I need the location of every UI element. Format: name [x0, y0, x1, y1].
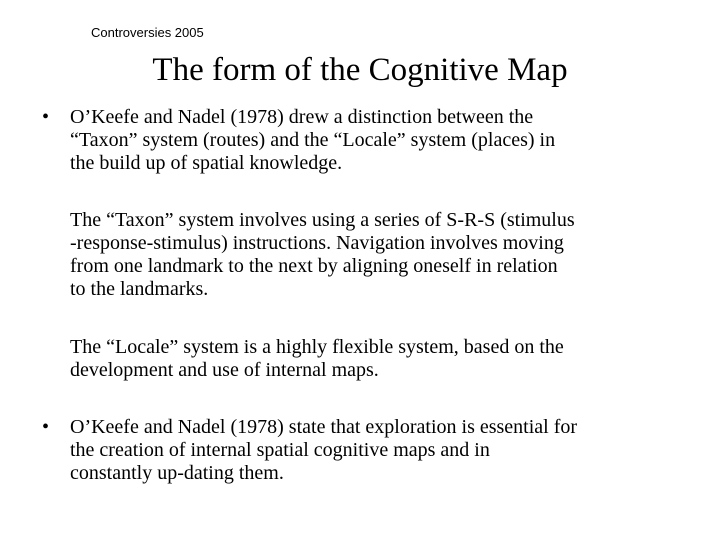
text-line: O’Keefe and Nadel (1978) state that exploration is essential for — [70, 416, 578, 438]
text-line: -response-stimulus) instructions. Navigation involves moving — [70, 232, 564, 254]
slide-title: The form of the Cognitive Map — [152, 52, 568, 88]
text-line: the creation of internal spatial cognitive maps and in — [70, 439, 490, 461]
text-line: O’Keefe and Nadel (1978) drew a distinction between the — [70, 106, 534, 128]
text-line: to the landmarks. — [70, 278, 209, 300]
text-line: the build up of spatial knowledge. — [70, 152, 343, 174]
paragraph-locale-system — [70, 336, 564, 382]
paragraph-taxon-system — [70, 209, 575, 301]
bullet-point-1 — [42, 106, 556, 175]
text-line: The “Locale” system is a highly flexible system, based on the — [70, 336, 564, 358]
bullet-icon: • — [42, 106, 50, 128]
text-line: The “Taxon” system involves using a series of S-R-S (stimulus — [70, 209, 575, 231]
bullet-icon: • — [42, 416, 50, 438]
text-line: “Taxon” system (routes) and the “Locale” system (places) in — [70, 129, 556, 151]
text-line: development and use of internal maps. — [70, 359, 379, 381]
text-line: from one landmark to the next by aligning oneself in relation — [70, 255, 558, 277]
bullet-point-2 — [42, 416, 578, 485]
slide-header-note: Controversies 2005 — [91, 25, 204, 40]
text-line: constantly up-dating them. — [70, 462, 284, 484]
